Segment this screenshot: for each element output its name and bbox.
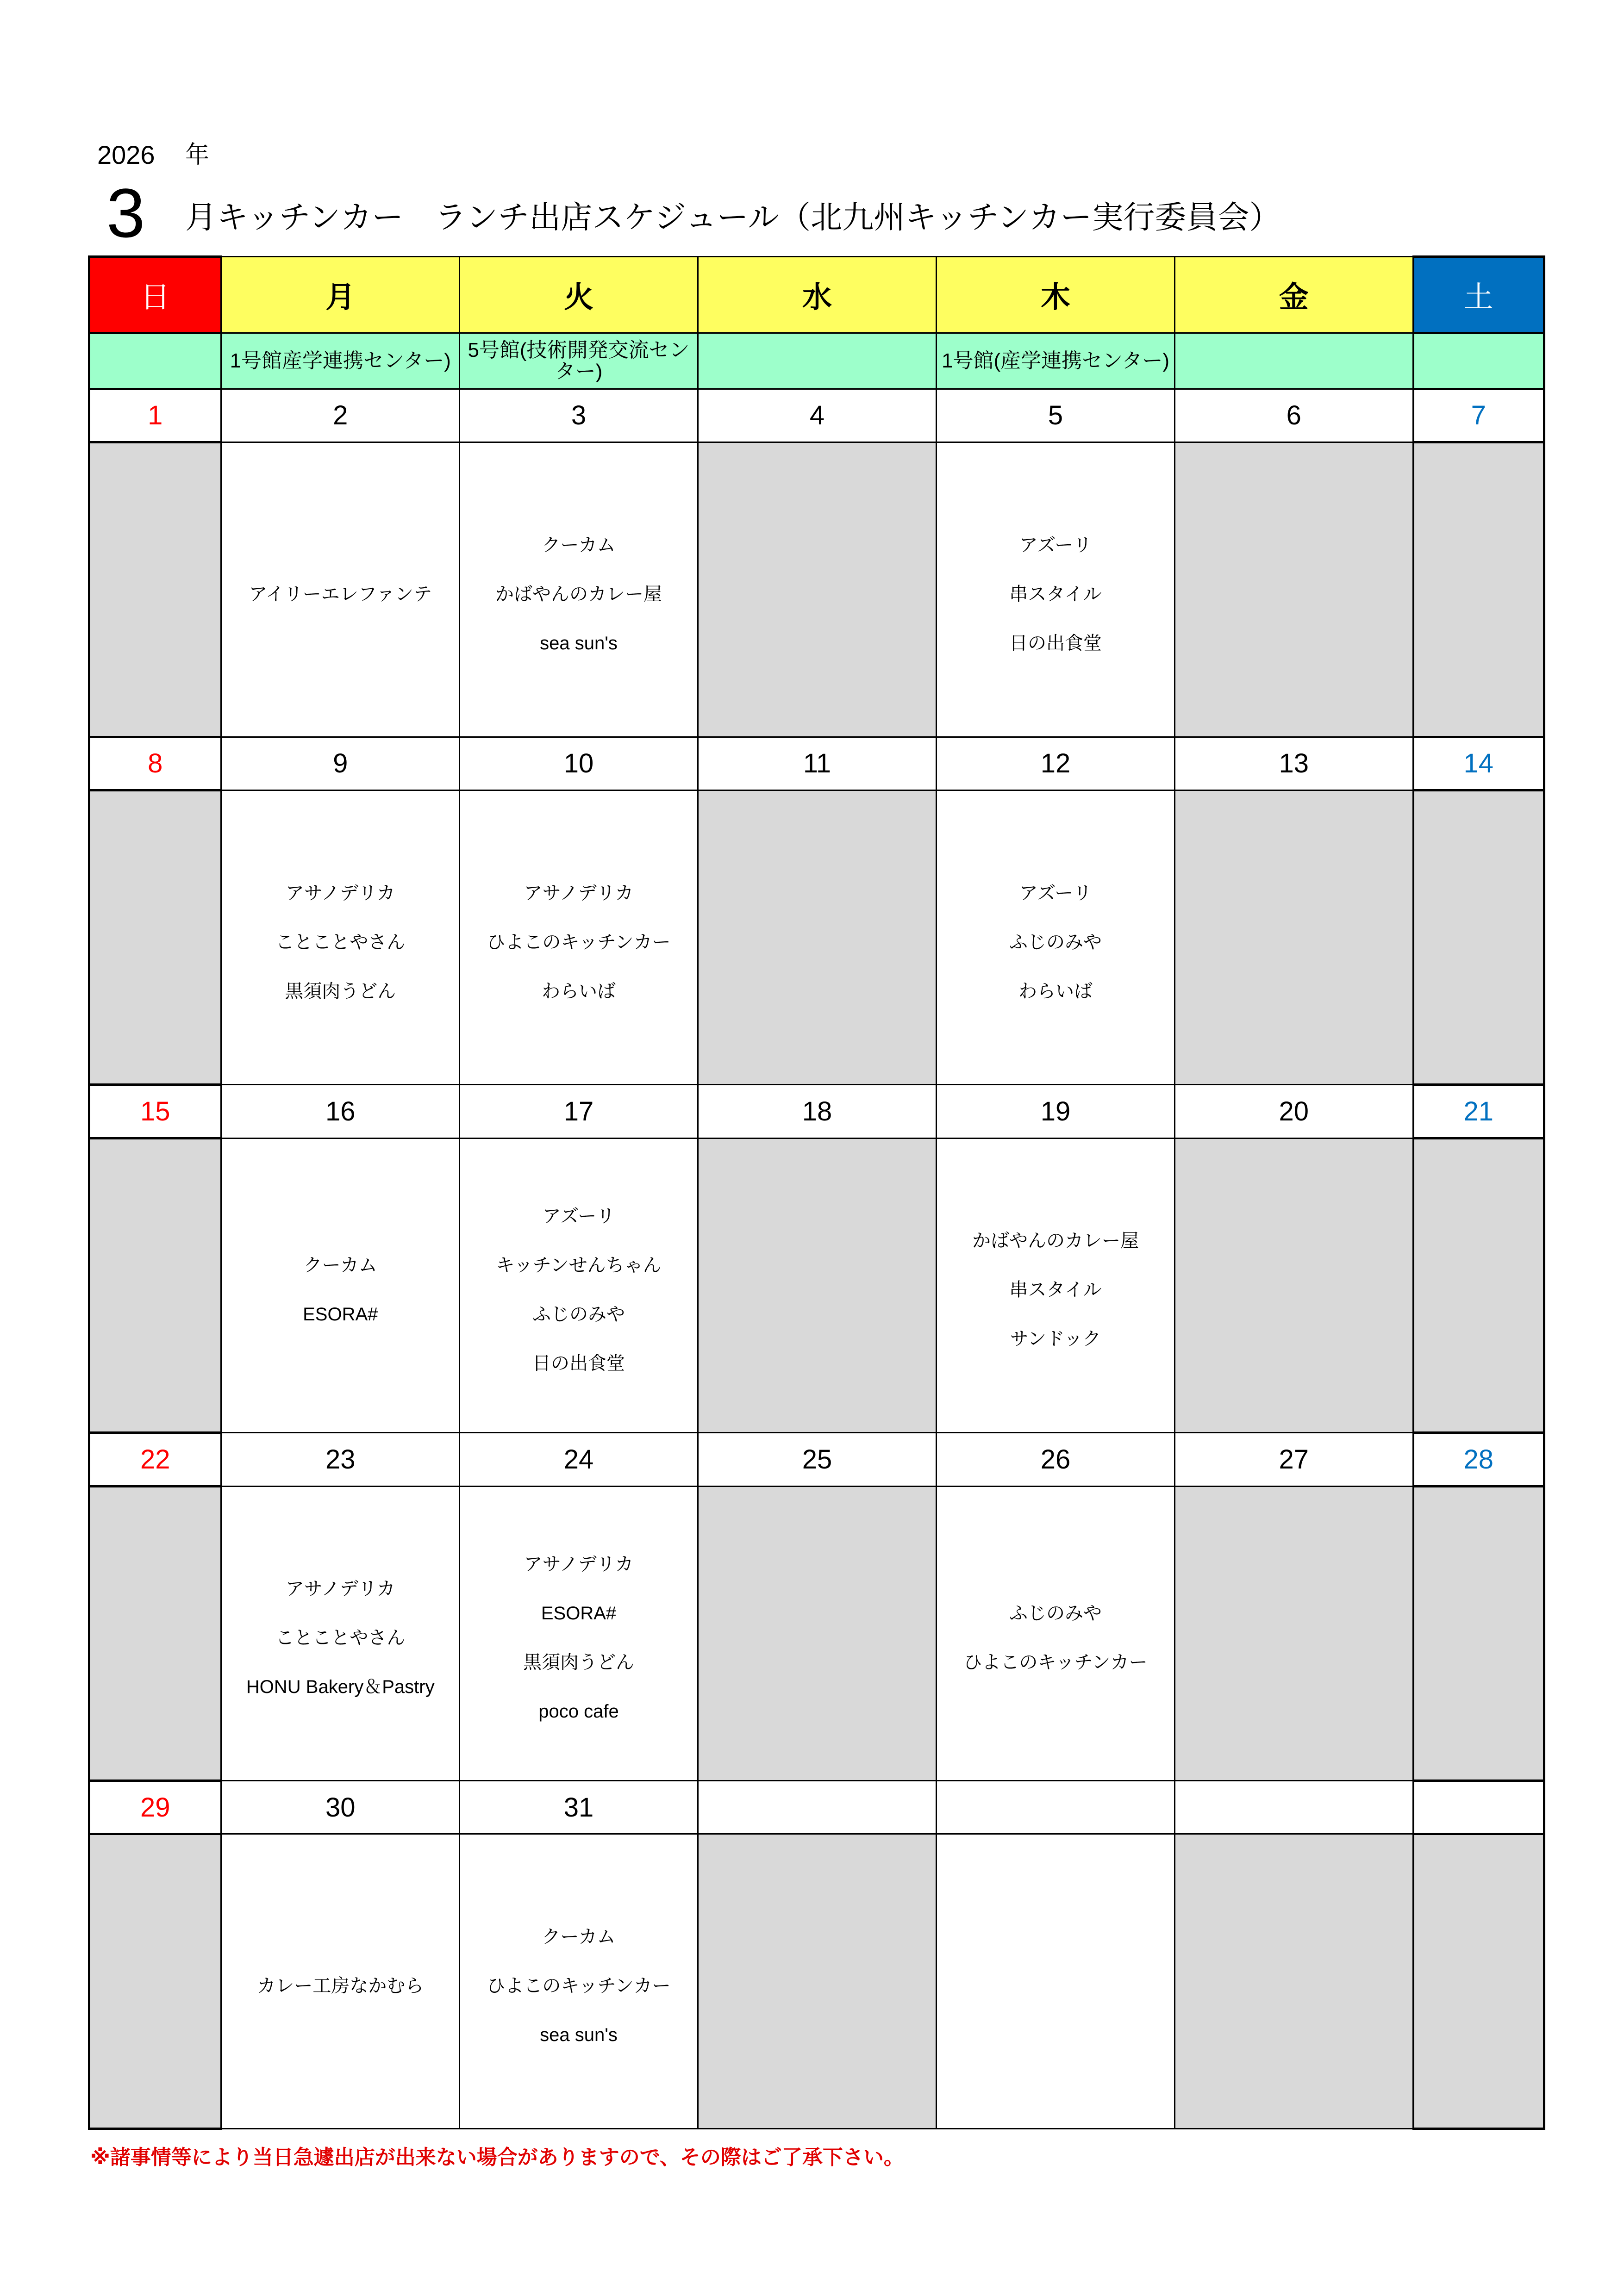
vendor-cell-wed: [698, 442, 937, 737]
vendor-list: [460, 1903, 697, 2060]
vendor-cell-mon: [221, 1834, 460, 2129]
date-mon: 2: [221, 389, 460, 442]
vendor-name: キッチンせんちゃん: [496, 1255, 662, 1276]
date-tue: 24: [460, 1433, 698, 1486]
vendor-cell-sun: [89, 1138, 221, 1433]
vendor-name: アサノデリカ: [285, 1579, 395, 1599]
vendor-cell-fri: [1175, 1138, 1413, 1433]
vendor-name: ひよこのキッチンカー: [487, 932, 671, 952]
vendor-row: [89, 1486, 1544, 1781]
vendor-name: 日の出食堂: [532, 1353, 625, 1374]
vendor-name: sea sun's: [540, 2025, 618, 2046]
vendor-cell-mon: [221, 790, 460, 1085]
weekday-wed: 水: [698, 257, 937, 333]
date-sat: [1413, 1781, 1544, 1834]
vendor-name: クーカム: [303, 1255, 377, 1276]
date-row: [89, 1085, 1544, 1138]
vendor-list: [90, 1977, 220, 1986]
vendor-list: [699, 1629, 936, 1638]
date-sun: 15: [89, 1085, 221, 1138]
vendor-name: poco cafe: [538, 1701, 619, 1722]
schedule-calendar: [88, 255, 1545, 2130]
date-fri: 27: [1175, 1433, 1413, 1486]
date-tue: 31: [460, 1781, 698, 1834]
vendor-list: [1414, 585, 1543, 594]
vendor-list: [460, 1531, 697, 1736]
vendor-name: わらいば: [542, 981, 616, 1002]
vendor-list: [222, 1952, 459, 2010]
date-thu: 5: [937, 389, 1175, 442]
vendor-cell-mon: [221, 1486, 460, 1781]
vendor-name: かばやんのカレー屋: [972, 1231, 1139, 1251]
vendor-list: [937, 1977, 1174, 1986]
weekday-fri: 金: [1175, 257, 1413, 333]
vendor-cell-fri: [1175, 790, 1413, 1085]
vendor-list: [937, 1580, 1174, 1687]
vendor-cell-sat: [1413, 1486, 1544, 1781]
date-wed: [698, 1781, 937, 1834]
weekday-thu: 木: [937, 257, 1175, 333]
date-tue: 17: [460, 1085, 698, 1138]
date-sun: 29: [89, 1781, 221, 1834]
vendor-cell-tue: [460, 790, 698, 1085]
vendor-cell-wed: [698, 1486, 937, 1781]
vendor-list: [937, 1207, 1174, 1363]
vendor-list: [222, 560, 459, 619]
vendor-list: [1175, 1977, 1412, 1986]
vendor-cell-tue: [460, 1138, 698, 1433]
vendor-name: クーカム: [542, 1927, 616, 1948]
vendor-name: カレー工房なかむら: [257, 1976, 424, 1997]
date-wed: 11: [698, 737, 937, 790]
venue-mon: 1号館産学連携センター): [221, 333, 460, 389]
vendor-list: [1414, 1629, 1543, 1638]
date-sat: 7: [1413, 389, 1544, 442]
vendor-list: [460, 1182, 697, 1388]
vendor-list: [1175, 1281, 1412, 1290]
vendor-name: サンドック: [1010, 1329, 1101, 1350]
page-title: 月キッチンカー ランチ出店スケジュール（北九州キッチンカー実行委員会）: [185, 200, 1281, 235]
vendor-cell-tue: [460, 1834, 698, 2129]
date-mon: 30: [221, 1781, 460, 1834]
vendor-cell-fri: [1175, 442, 1413, 737]
vendor-cell-sun: [89, 1834, 221, 2129]
date-wed: 25: [698, 1433, 937, 1486]
date-row: [89, 1433, 1544, 1486]
vendor-name: 串スタイル: [1009, 1280, 1102, 1300]
vendor-name: ESORA#: [303, 1304, 378, 1325]
date-row: [89, 737, 1544, 790]
vendor-name: HONU Bakery＆Pastry: [246, 1677, 435, 1698]
date-sat: 28: [1413, 1433, 1544, 1486]
vendor-name: 日の出食堂: [1009, 633, 1102, 653]
vendor-list: [699, 585, 936, 594]
vendor-cell-thu: [937, 1486, 1175, 1781]
vendor-name: 黒須肉うどん: [285, 981, 396, 1002]
weekday-mon: 月: [221, 257, 460, 333]
date-sun: 1: [89, 389, 221, 442]
vendor-name: アサノデリカ: [285, 883, 395, 903]
date-wed: 4: [698, 389, 937, 442]
vendor-name: わらいば: [1018, 981, 1093, 1002]
vendor-cell-wed: [698, 1138, 937, 1433]
vendor-name: ESORA#: [541, 1603, 617, 1624]
vendor-name: アズーリ: [1019, 535, 1092, 555]
vendor-cell-mon: [221, 442, 460, 737]
vendor-name: アサノデリカ: [524, 1554, 634, 1575]
vendor-cell-sat: [1413, 1834, 1544, 2129]
vendor-list: [222, 859, 459, 1016]
venue-sat: [1413, 333, 1544, 389]
year-suffix: 年: [185, 142, 210, 168]
vendor-row: [89, 442, 1544, 737]
vendor-list: [937, 859, 1174, 1016]
date-tue: 10: [460, 737, 698, 790]
vendor-list: [90, 1629, 220, 1638]
date-thu: [937, 1781, 1175, 1834]
vendor-cell-fri: [1175, 1834, 1413, 2129]
vendor-cell-sun: [89, 1486, 221, 1781]
date-thu: 12: [937, 737, 1175, 790]
vendor-cell-thu: [937, 1138, 1175, 1433]
vendor-cell-thu: [937, 790, 1175, 1085]
vendor-cell-sat: [1413, 1138, 1544, 1433]
date-sun: 8: [89, 737, 221, 790]
vendor-cell-thu: [937, 1834, 1175, 2129]
date-thu: 26: [937, 1433, 1175, 1486]
venue-tue: 5号館(技術開発交流センター): [460, 333, 698, 389]
vendor-list: [90, 933, 220, 942]
vendor-list: [90, 1281, 220, 1290]
date-wed: 18: [698, 1085, 937, 1138]
date-mon: 16: [221, 1085, 460, 1138]
vendor-name: アズーリ: [1019, 883, 1092, 903]
venue-wed: [698, 333, 937, 389]
date-fri: 13: [1175, 737, 1413, 790]
vendor-name: アズーリ: [542, 1206, 615, 1227]
vendor-list: [937, 511, 1174, 668]
venue-fri: [1175, 333, 1413, 389]
vendor-name: 串スタイル: [1009, 584, 1102, 604]
vendor-list: [1414, 1977, 1543, 1986]
date-thu: 19: [937, 1085, 1175, 1138]
date-fri: 20: [1175, 1085, 1413, 1138]
vendor-name: ふじのみや: [1009, 932, 1102, 952]
vendor-cell-thu: [937, 442, 1175, 737]
date-sun: 22: [89, 1433, 221, 1486]
vendor-list: [222, 1555, 459, 1711]
vendor-list: [699, 1281, 936, 1290]
vendor-cell-sun: [89, 790, 221, 1085]
vendor-cell-sat: [1413, 442, 1544, 737]
vendor-name: アイリーエレファンテ: [249, 584, 432, 604]
vendor-name: かばやんのカレー屋: [495, 584, 662, 604]
date-row: [89, 389, 1544, 442]
weekday-sat: 土: [1413, 257, 1544, 333]
vendor-list: [460, 859, 697, 1016]
vendor-cell-tue: [460, 1486, 698, 1781]
date-mon: 9: [221, 737, 460, 790]
date-row: [89, 1781, 1544, 1834]
vendor-list: [222, 1232, 459, 1339]
vendor-name: ことことやさん: [275, 1628, 406, 1649]
vendor-cell-sat: [1413, 790, 1544, 1085]
weekday-sun: 日: [89, 257, 221, 333]
vendor-name: ふじのみや: [1009, 1603, 1102, 1624]
weekday-header-row: [89, 257, 1544, 333]
vendor-name: ひよこのキッチンカー: [487, 1976, 671, 1997]
vendor-cell-sun: [89, 442, 221, 737]
date-mon: 23: [221, 1433, 460, 1486]
date-sat: 14: [1413, 737, 1544, 790]
vendor-list: [1175, 1629, 1412, 1638]
vendor-name: ひよこのキッチンカー: [963, 1652, 1148, 1673]
vendor-list: [699, 1977, 936, 1986]
vendor-cell-tue: [460, 442, 698, 737]
date-sat: 21: [1413, 1085, 1544, 1138]
vendor-row: [89, 1834, 1544, 2129]
vendor-cell-mon: [221, 1138, 460, 1433]
vendor-name: ことことやさん: [275, 932, 406, 952]
vendor-name: 黒須肉うどん: [523, 1652, 634, 1673]
vendor-list: [1175, 933, 1412, 942]
footer-note: ※諸事情等により当日急遽出店が出来ない場合がありますので、その際はご了承下さい。: [90, 2146, 904, 2169]
month-number: 3: [106, 174, 145, 252]
vendor-list: [1414, 1281, 1543, 1290]
vendor-list: [90, 585, 220, 594]
venue-sun: [89, 333, 221, 389]
venue-thu: 1号館(産学連携センター): [937, 333, 1175, 389]
vendor-name: クーカム: [542, 535, 616, 555]
weekday-tue: 火: [460, 257, 698, 333]
vendor-list: [1414, 933, 1543, 942]
vendor-list: [699, 933, 936, 942]
year-label: 2026: [97, 140, 155, 169]
date-fri: [1175, 1781, 1413, 1834]
vendor-row: [89, 790, 1544, 1085]
venue-row: [89, 333, 1544, 389]
vendor-cell-wed: [698, 1834, 937, 2129]
date-fri: 6: [1175, 389, 1413, 442]
vendor-cell-wed: [698, 790, 937, 1085]
vendor-cell-fri: [1175, 1486, 1413, 1781]
vendor-name: ふじのみや: [532, 1304, 625, 1325]
vendor-list: [1175, 585, 1412, 594]
vendor-name: sea sun's: [540, 633, 618, 653]
page-header: [0, 0, 1624, 259]
vendor-list: [460, 511, 697, 668]
vendor-name: アサノデリカ: [524, 883, 634, 903]
vendor-row: [89, 1138, 1544, 1433]
date-tue: 3: [460, 389, 698, 442]
